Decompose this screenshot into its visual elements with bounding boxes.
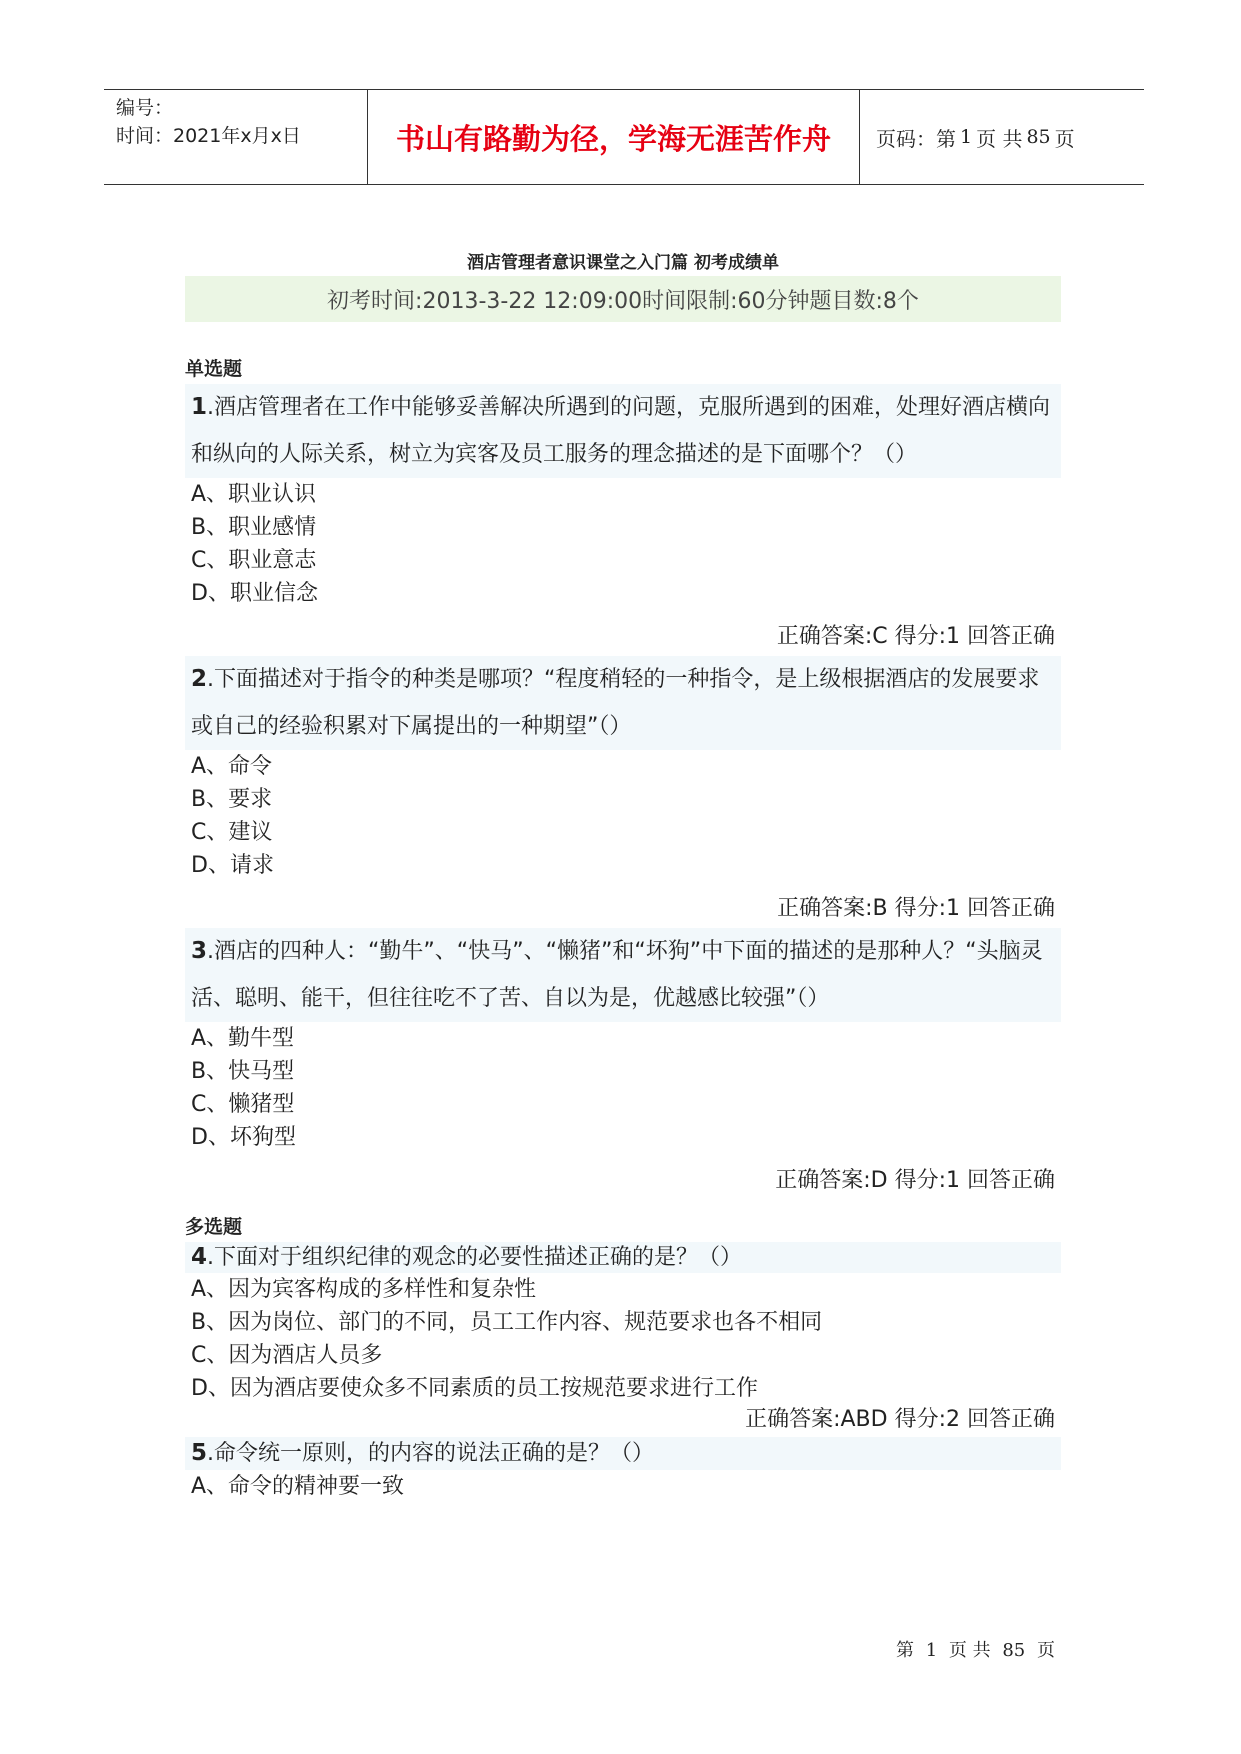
option-c: C、职业意志 [191, 548, 317, 573]
option-b: B、要求 [191, 787, 273, 812]
question-number: 3 [191, 938, 208, 964]
page-mid: 页 共 [976, 126, 1023, 151]
question-body: .下面描述对于指令的种类是哪项？“程度稍轻的一种指令，是上级根据酒店的发展要求或自己的经验积累对下属提出的一种期望”（） [191, 667, 1040, 739]
question-2 [185, 656, 1061, 926]
question-4 [185, 1242, 1061, 1435]
question-3 [185, 928, 1061, 1198]
option-b: B、职业感情 [191, 515, 317, 540]
question-number: 5 [191, 1440, 208, 1466]
page-header [104, 89, 1144, 185]
question-text [185, 656, 1061, 750]
exam-info-banner: 初考时间:2013-3-22 12:09:00时间限制:60分钟题目数:8个 [185, 276, 1061, 322]
question-1 [185, 384, 1061, 654]
option-a: A、职业认识 [191, 482, 317, 507]
footer-suffix: 页 [1037, 1640, 1055, 1661]
header-meta [104, 90, 368, 184]
section-title: 多选题 [185, 1216, 243, 1238]
question-body: .酒店的四种人：“勤牛”、“快马”、“懒猪”和“坏狗”中下面的描述的是那种人？“头脑灵活、聪明、能干，但往往吃不了苦、自以为是，优越感比较强”（） [191, 939, 1043, 1011]
answer-result: 正确答案:C 得分:1 回答正确 [776, 624, 1055, 649]
question-body: .酒店管理者在工作中能够妥善解决所遇到的问题，克服所遇到的困难，处理好酒店横向和纵向的人际关系，树立为宾客及员工服务的理念描述的是下面哪个？（） [191, 395, 1051, 467]
page-total: 85 [1026, 126, 1051, 148]
answer-result: 正确答案:ABD 得分:2 回答正确 [745, 1407, 1055, 1432]
option-b: B、因为岗位、部门的不同，员工工作内容、规范要求也各不相同 [191, 1310, 823, 1335]
option-d: D、因为酒店要使众多不同素质的员工按规范要求进行工作 [191, 1376, 758, 1401]
footer-prefix: 第 [895, 1640, 914, 1661]
page-current: 1 [960, 126, 973, 148]
question-text [185, 1437, 1061, 1470]
page-suffix: 页 [1054, 126, 1075, 151]
question-text [185, 384, 1061, 478]
exam-content [185, 356, 1061, 1503]
question-text [185, 1242, 1061, 1273]
question-number: 2 [191, 666, 208, 692]
time-label: 时间：2021年x月x日 [116, 125, 301, 147]
section-single-choice [185, 356, 1061, 1198]
option-a: A、命令的精神要一致 [191, 1474, 405, 1499]
question-5 [185, 1437, 1061, 1503]
footer-mid: 页 共 [948, 1640, 991, 1661]
option-c: C、因为酒店人员多 [191, 1343, 383, 1368]
question-number: 4 [191, 1244, 208, 1270]
header-page-info [860, 90, 1144, 184]
page-footer [185, 1636, 1061, 1662]
option-a: A、勤牛型 [191, 1026, 295, 1051]
option-c: C、建议 [191, 820, 273, 845]
option-a: A、因为宾客构成的多样性和复杂性 [191, 1277, 537, 1302]
option-c: C、懒猪型 [191, 1092, 295, 1117]
option-d: D、坏狗型 [191, 1125, 296, 1150]
question-text [185, 928, 1061, 1022]
section-title: 单选题 [185, 358, 243, 380]
option-a: A、命令 [191, 754, 273, 779]
header-motto: 书山有路勤为径，学海无涯苦作舟 [368, 90, 860, 184]
question-body: .下面对于组织纪律的观念的必要性描述正确的是？（） [207, 1245, 743, 1270]
answer-result: 正确答案:D 得分:1 回答正确 [775, 1168, 1055, 1193]
answer-result: 正确答案:B 得分:1 回答正确 [777, 896, 1055, 921]
section-multiple-choice [185, 1214, 1061, 1503]
footer-total: 85 [1002, 1640, 1026, 1661]
document-title: 酒店管理者意识课堂之入门篇 初考成绩单 [467, 253, 779, 273]
footer-current: 1 [925, 1640, 938, 1661]
option-d: D、请求 [191, 853, 274, 878]
page-prefix: 页码：第 [876, 126, 956, 151]
option-b: B、快马型 [191, 1059, 295, 1084]
question-body: .命令统一原则，的内容的说法正确的是？（） [207, 1441, 655, 1466]
option-d: D、职业信念 [191, 581, 318, 606]
question-number: 1 [191, 394, 208, 420]
number-label: 编号： [116, 97, 174, 119]
